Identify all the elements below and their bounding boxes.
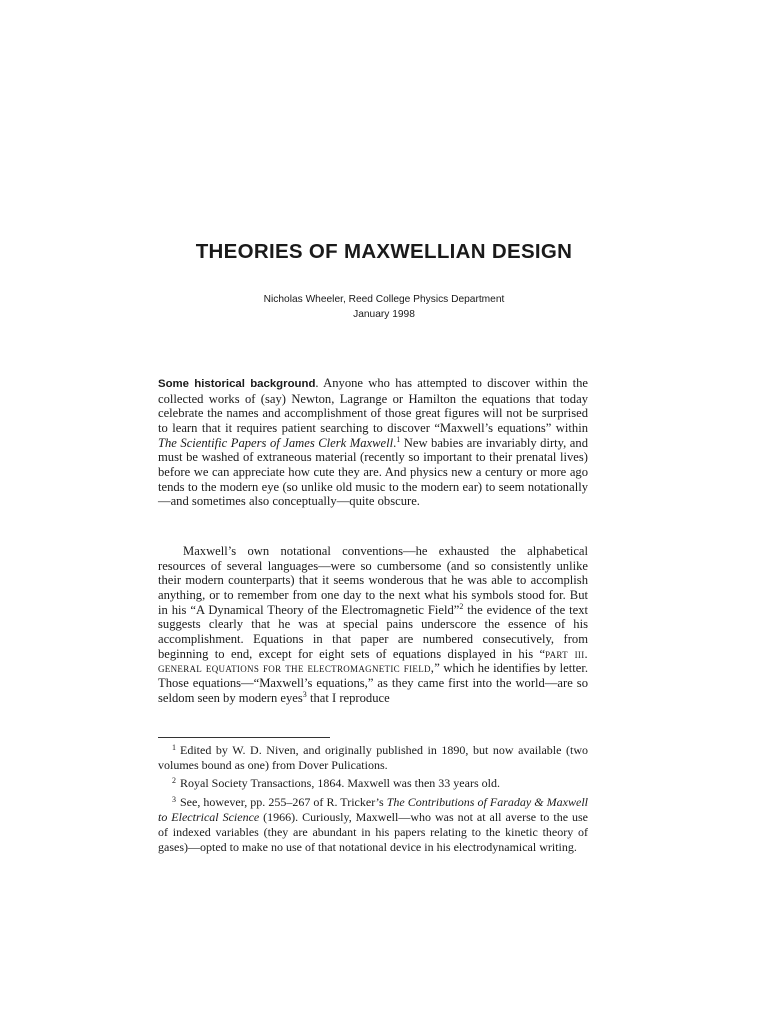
paragraph-2-text-b: the evidence of the text suggests clearly that he was at special pains underscore the essence of his accomplishment. Equations in that paper are numbered consecutively, from beginning to end, except for eight sets of equations displayed in his “ (158, 602, 589, 661)
footnote-3-book-title: The Contributions of Faraday & Maxwell to Electrical Science (158, 794, 588, 824)
part-title: part iii. general equations for the electromagnetic field, (158, 646, 588, 676)
footnote-1-text: Edited by W. D. Niven, and originally published in 1890, but now available (two volumes bound as one) from Dover Pulications. (158, 743, 588, 773)
footnote-ref-3: 3 (302, 689, 307, 699)
footnote-ref-2: 2 (459, 601, 464, 611)
paragraph-1-text-b: . (393, 435, 397, 450)
footnote-1-mark: 1 (172, 743, 176, 752)
paragraph-2 (158, 544, 588, 705)
paragraph-1 (158, 376, 588, 509)
footnote-2-text: Royal Society Transactions, 1864. Maxwell was then 33 years old. (180, 776, 500, 791)
paragraph-2-text-d: that I reproduce (306, 690, 390, 705)
footnote-3-text-a: See, however, pp. 255–267 of R. Tricker’s (180, 794, 387, 809)
paragraph-2-text-c: ” which he identifies by letter. Those equations—“Maxwell’s equations,” as they came first into the world—are so seldom seen by modern eyes (158, 661, 588, 705)
footnote-divider (158, 737, 330, 738)
footnote-2 (158, 773, 588, 791)
footnotes (158, 740, 588, 855)
heading-period: . (315, 376, 319, 390)
paragraph-1-text-a: Anyone who has attempted to discover within the collected works of (say) Newton, Lagrange or Hamilton the equations that today celebrate the names and accomplishment of those great figures will not be surprised to learn that it requires patient searching to discover “Maxwell’s equations” within (158, 376, 588, 435)
footnote-3 (158, 792, 588, 856)
footnote-3-mark: 3 (172, 794, 176, 804)
footnote-3-text-b: (1966). Curiously, Maxwell—who was not at all averse to the use of indexed variables (they are abundant in his papers relating to the kinetic theory of gases)—opted to make no use of that notational device in his electrodynamical writing. (158, 809, 588, 855)
author-line: Nicholas Wheeler, Reed College Physics Department (263, 294, 505, 305)
footnote-ref-1: 1 (396, 434, 401, 444)
date-line: January 1998 (353, 309, 415, 320)
footnote-2-mark: 2 (172, 776, 176, 786)
footnote-1 (158, 740, 588, 773)
paragraph-1-text-c: New babies are invariably dirty, and must be washed of extraneous material (recently so important to their prenatal lives) before we can appreciate how cute they are. And physics new a century or more ago tends to the modern eye (so unlike old music to the modern ear) to seem notationally—and sometimes also conceptually—quite obscure. (158, 435, 588, 509)
paragraph-2-text-a: Maxwell’s own notational conventions—he exhausted the alphabetical resources of several languages—were so cumbersome (and so consistently unlike their modern counterparts) that it seems wonderous that he was able to accomplish anything, or to remember from one day to the next what his symbols stood for. But in his “A Dynamical Theory of the Electromagnetic Field” (158, 544, 588, 617)
book-title: The Scientific Papers of James Clerk Maxwell (158, 435, 394, 450)
paper-title: THEORIES OF MAXWELLIAN DESIGN (195, 240, 573, 263)
section-heading: Some historical background (158, 378, 316, 390)
